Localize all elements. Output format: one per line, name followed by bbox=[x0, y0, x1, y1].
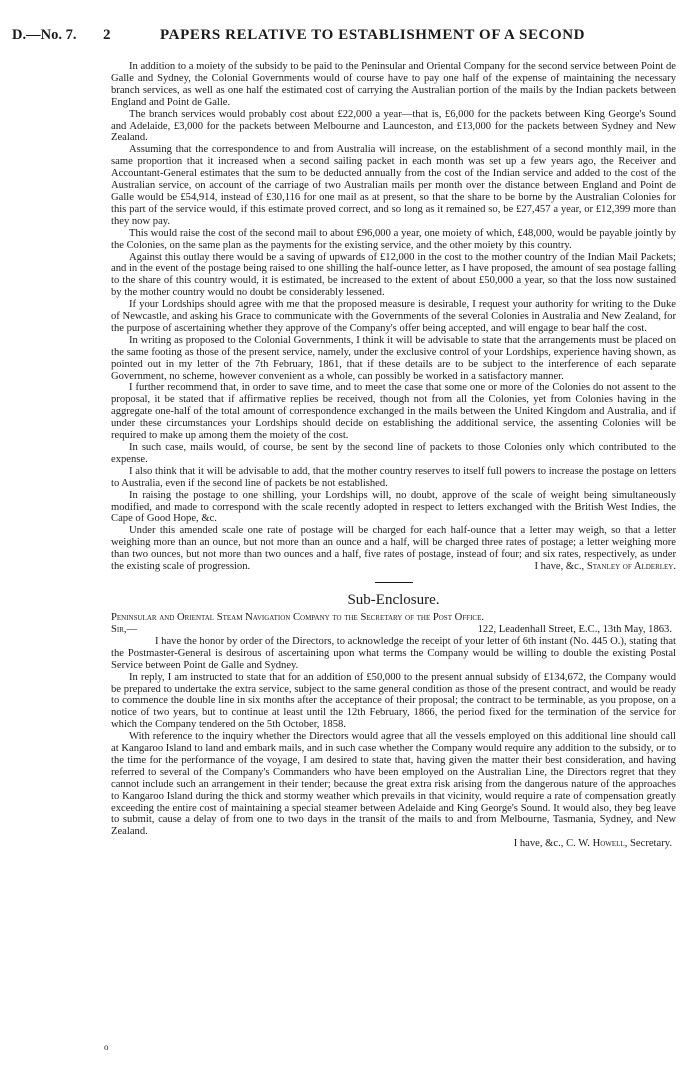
running-header bbox=[0, 27, 700, 49]
letter-paragraph-8: I further recommend that, in order to save time, and to meet the case that some one or more of the Colonies do not assent to the proposal, it be stated that if affirmative replies be received, though not from all the Colonies, yet from Colonies having in the aggregate one-half of the total amount of correspondence exchanged in the mails between the United Kingdom and Australia, and if under these circumstances your Lordships should decide on establishing the additional service, the assenting Colonies will be required to make up among them the moiety of the cost. bbox=[111, 382, 676, 442]
page-number: 2 bbox=[103, 27, 111, 43]
running-title: PAPERS RELATIVE TO ESTABLISHMENT OF A SECOND bbox=[160, 27, 586, 43]
letter-signoff bbox=[516, 561, 676, 573]
document-body bbox=[111, 61, 676, 850]
sub-enclosure-paragraph-2: In reply, I am instructed to state that for an addition of £50,000 to the present annual subsidy of £134,672, the Company would be prepared to undertake the extra service, subject to the same general condition as those of the present contract, and would be ready to commence the double line in six months after the acceptance of their proposal; the contract to be terminable, as you propose, on a notice of two years, but to continue at least until the 12th February, 1866, the period fixed for the termination of the service for which the Company tendered on the 5th October, 1858. bbox=[111, 671, 676, 731]
sub-enclosure-from-to: Peninsular and Oriental Steam Navigation Company to the Secretary of the Post Office. bbox=[111, 611, 484, 623]
letter-paragraph-9: In such case, mails would, of course, be sent by the second line of packets to those Colonies only which contributed to the expense. bbox=[111, 442, 676, 465]
document-reference: D.—No. 7. bbox=[12, 27, 77, 43]
letter-paragraph-10: I also think that it will be advisable to add, that the mother country reserves to itself full powers to increase the postage on letters to Australia, even if the second line of packets be not established. bbox=[111, 465, 676, 489]
sub-enclosure-signoff-name: C. W. Howell, bbox=[566, 838, 628, 850]
letter-paragraph-7: In writing as proposed to the Colonial Governments, I think it will be advisable to state that the arrangements must be placed on the same footing as those of the present service, namely, under the exclusive control of your Lordships, experience having shown, as pointed out in my letter of the 7th February, 1861, that if these details are to be subject to the interference of each separate Government, no scheme, however convenient as a whole, can possibly be worked in a satisfactory manner. bbox=[111, 334, 676, 382]
sub-enclosure-signoff-title: Secretary. bbox=[630, 838, 672, 850]
letter-paragraph-12 bbox=[111, 525, 676, 573]
letter-signoff-prefix: I have, &c., bbox=[534, 561, 585, 573]
sub-enclosure-paragraph-3: With reference to the inquiry whether the Directors would agree that all the vessels employed on this additional line should call at Kangaroo Island to land and embark mails, and in such case whether the Company would require any addition to the subsidy, or to the time for the performance of the voyage, I am desired to state that, having given the matter their best consideration, and having referred to several of the Company's Commanders who have been employed on the Australian Line, the Directors regret that they cannot include such an arrangement in their tender; because the great extra risk arising from the dangerous nature of the approaches to Kangaroo Island during the thick and stormy weather which prevails in that vicinity, would require a rate of compensation greatly exceeding the entire cost of maintaining a special steamer between Adelaide and King George's Sound. It would also, they beg leave to submit, cause a delay of from one to two days in the transit of the mails to and from Melbourne, Tasmania, Sydney, and New Zealand. bbox=[111, 731, 676, 838]
section-divider bbox=[375, 582, 413, 583]
letter-paragraph-1: In addition to a moiety of the subsidy to be paid to the Peninsular and Oriental Company for the second service between Point de Galle and Sydney, the Colonial Governments would of course have to pay one half of the expense of maintaining the necessary branch services, as well as one half the estimated cost of carrying the Australian portion of the mails by the Indian packets between England and Point de Galle. bbox=[111, 61, 676, 108]
letter-paragraph-3: Assuming that the correspondence to and from Australia will increase, on the establishment of a second monthly mail, in the same proportion that it increased when a second sailing packet in each month was set up a few years ago, the Receiver and Accountant-General estimates that the sum to be deducted annually from the cost of the Indian service and added to the cost of the Australian service, on account of the carriage of two Australian mails per month over the distance between England and Point de Galle would be £54,914, instead of £30,116 for one mail as at present, so that the share to be borne by the Australian Colonies for this part of the service would, if this estimate proved correct, and so long as it remained so, be £27,457 a year, or £12,399 more than they now pay. bbox=[111, 144, 676, 227]
sender-address-date: 122, Leadenhall Street, E.C., 13th May, 1863. bbox=[477, 623, 672, 635]
letter-paragraph-6: If your Lordships should agree with me that the proposed measure is desirable, I request your authority for writing to the Duke of Newcastle, and asking his Grace to communicate with the Governments of the several Colonies in Australia and New Zealand, for the purpose of ascertaining whether they approve of the Company's offer being accepted, and will engage to bear half the cost. bbox=[111, 299, 676, 334]
sub-enclosure-signoff bbox=[111, 838, 676, 850]
sub-enclosure-signoff-prefix: I have, &c., bbox=[513, 838, 564, 850]
salutation-row bbox=[111, 624, 676, 636]
letter-paragraph-12-text: Under this amended scale one rate of postage will be charged for each half-ounce that a letter may weigh, so that a letter weighing more than an ounce, but not more than an ounce and a half, will be charged three rates of postage; a letter weighing more than two ounces, but not more than two ounces and a half, five rates of postage, instead of four; and six rates, respectively, as under the existing scale of progression. bbox=[111, 525, 676, 573]
letter-paragraph-11: In raising the postage to one shilling, your Lordships will, no doubt, approve of the scale of weight being simultaneously modified, and made to correspond with the scale recently adopted in respect to letters exchanged with the British West Indies, the Cape of Good Hope, &c. bbox=[111, 489, 676, 525]
letter-paragraph-2: The branch services would probably cost about £22,000 a year—that is, £6,000 for the packets between King George's Sound and Adelaide, £3,000 for the packets between Melbourne and Launceston, and £13,000 for the packets between Sydney and New Zealand. bbox=[111, 108, 676, 144]
sub-enclosure-heading: Sub-Enclosure. bbox=[347, 591, 440, 608]
salutation: Sir,— bbox=[111, 623, 138, 635]
letter-signoff-name: Stanley of Alderley. bbox=[586, 561, 676, 573]
margin-mark: o bbox=[104, 1042, 109, 1052]
letter-paragraph-4: This would raise the cost of the second mail to about £96,000 a year, one moiety of which, £48,000, would be payable jointly by the Colonies, on the same plan as the payments for the existing service, and the other moiety by this country. bbox=[111, 227, 676, 251]
sub-enclosure-paragraph-1: I have the honor by order of the Directors, to acknowledge the receipt of your letter of 6th instant (No. 445 O.), stating that the Postmaster-General is desirous of ascertaining upon what terms the Company would be willing to double the existing Postal Service between Point de Galle and Sydney. bbox=[111, 635, 676, 671]
letter-paragraph-5: Against this outlay there would be a saving of upwards of £12,000 in the cost to the mother country of the Indian Mail Packets; and in the event of the postage being raised to one shilling the half-ounce letter, as I have proposed, the amount of sea postage falling to the share of this country would, it is estimated, be increased to the extent of about £50,000 a year, so that the loss now sustained by the mother country would no doubt be considerably lessened. bbox=[111, 251, 676, 299]
